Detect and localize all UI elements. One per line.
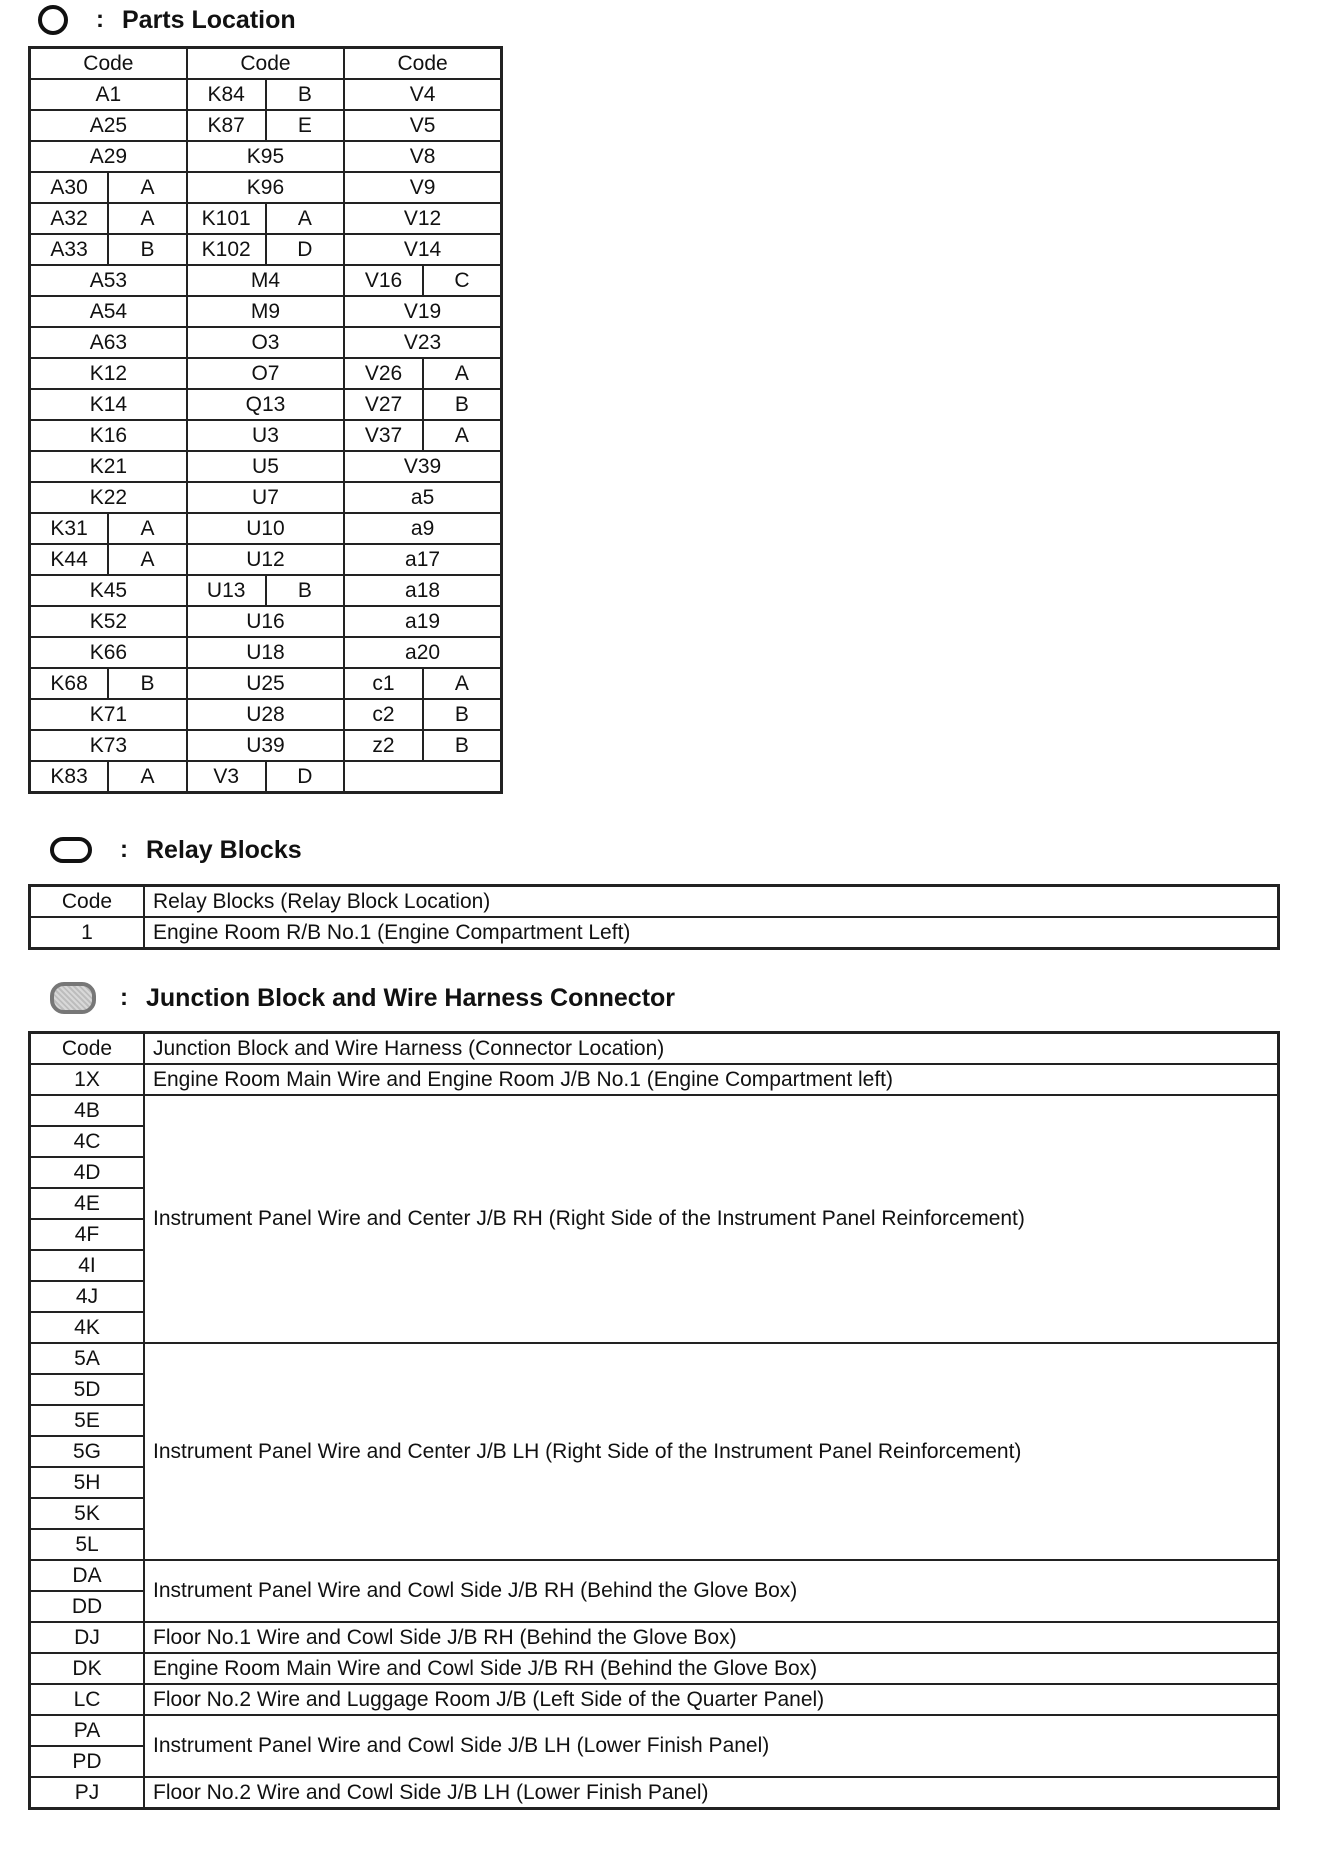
part-code-cell: c2: [344, 699, 423, 730]
table-row: [30, 699, 502, 730]
part-code-cell: K83: [30, 761, 109, 793]
connector-code-cell: 5G: [30, 1436, 145, 1467]
part-code-cell: K21: [30, 451, 187, 482]
table-row: [30, 172, 502, 203]
column-header: Code: [344, 48, 501, 80]
part-code-cell: U3: [187, 420, 344, 451]
part-code-cell: K44: [30, 544, 109, 575]
part-code-cell: a18: [344, 575, 501, 606]
part-code-cell: U7: [187, 482, 344, 513]
table-row: [30, 482, 502, 513]
part-code-cell: V9: [344, 172, 501, 203]
part-code-cell: K66: [30, 637, 187, 668]
heading-colon: :: [96, 6, 104, 33]
table-row: [30, 110, 502, 141]
part-code-cell: V16: [344, 265, 423, 296]
table-row: [30, 606, 502, 637]
part-code-cell: V23: [344, 327, 501, 358]
part-code-cell: U28: [187, 699, 344, 730]
table-row: [30, 1777, 1279, 1809]
table-row: [30, 265, 502, 296]
part-code-cell: K95: [187, 141, 344, 172]
connector-description-cell: Floor No.2 Wire and Luggage Room J/B (Left Side of the Quarter Panel): [144, 1684, 1279, 1715]
connector-description-cell: Instrument Panel Wire and Center J/B RH (Right Side of the Instrument Panel Reinforcement): [144, 1095, 1279, 1343]
part-code-cell: M4: [187, 265, 344, 296]
junction-block-heading: [50, 980, 675, 1016]
part-code-cell: V5: [344, 110, 501, 141]
part-code-cell: [344, 761, 501, 793]
table-row: [30, 1343, 1279, 1374]
part-code-cell: K45: [30, 575, 187, 606]
part-code-cell: V4: [344, 79, 501, 110]
part-code-cell: K71: [30, 699, 187, 730]
connector-code-cell: 4I: [30, 1250, 145, 1281]
part-location-letter-cell: A: [423, 420, 502, 451]
part-code-cell: a17: [344, 544, 501, 575]
part-code-cell: K73: [30, 730, 187, 761]
part-code-cell: a19: [344, 606, 501, 637]
part-code-cell: A30: [30, 172, 109, 203]
connector-code-cell: 1X: [30, 1064, 145, 1095]
part-code-cell: U16: [187, 606, 344, 637]
parts-location-table: [28, 46, 503, 794]
part-code-cell: A29: [30, 141, 187, 172]
part-code-cell: A54: [30, 296, 187, 327]
section-title: Parts Location: [122, 5, 296, 34]
connector-code-cell: 5E: [30, 1405, 145, 1436]
part-code-cell: K22: [30, 482, 187, 513]
part-code-cell: A32: [30, 203, 109, 234]
table-row: [30, 296, 502, 327]
part-location-letter-cell: D: [266, 761, 345, 793]
table-row: [30, 575, 502, 606]
junction-block-table: [28, 1031, 1280, 1810]
connector-code-cell: DA: [30, 1560, 145, 1591]
heading-colon: :: [120, 836, 128, 863]
part-code-cell: V19: [344, 296, 501, 327]
column-header: Junction Block and Wire Harness (Connector Location): [144, 1033, 1279, 1065]
part-location-letter-cell: A: [108, 203, 187, 234]
part-code-cell: a5: [344, 482, 501, 513]
part-location-letter-cell: B: [266, 575, 345, 606]
table-row: [30, 327, 502, 358]
relay-blocks-table: [28, 884, 1280, 950]
part-code-cell: K31: [30, 513, 109, 544]
connector-code-cell: 4J: [30, 1281, 145, 1312]
section-title: Relay Blocks: [146, 835, 302, 864]
part-code-cell: U12: [187, 544, 344, 575]
part-location-letter-cell: A: [108, 513, 187, 544]
table-row: [30, 1715, 1279, 1746]
part-code-cell: c1: [344, 668, 423, 699]
part-code-cell: V12: [344, 203, 501, 234]
connector-code-cell: 4B: [30, 1095, 145, 1126]
parts-location-heading: [30, 2, 296, 38]
part-code-cell: K68: [30, 668, 109, 699]
table-row: [30, 79, 502, 110]
part-location-letter-cell: B: [108, 668, 187, 699]
part-code-cell: V39: [344, 451, 501, 482]
oval-symbol-icon: [50, 837, 92, 863]
part-location-letter-cell: A: [108, 761, 187, 793]
part-location-letter-cell: A: [266, 203, 345, 234]
part-code-cell: V8: [344, 141, 501, 172]
connector-description-cell: Instrument Panel Wire and Center J/B LH (Right Side of the Instrument Panel Reinforcement): [144, 1343, 1279, 1560]
connector-description-cell: Instrument Panel Wire and Cowl Side J/B RH (Behind the Glove Box): [144, 1560, 1279, 1622]
part-code-cell: A33: [30, 234, 109, 265]
table-row: [30, 761, 502, 793]
part-location-letter-cell: B: [108, 234, 187, 265]
connector-code-cell: 4C: [30, 1126, 145, 1157]
part-code-cell: O3: [187, 327, 344, 358]
table-row: [30, 141, 502, 172]
connector-description-cell: Engine Room Main Wire and Cowl Side J/B RH (Behind the Glove Box): [144, 1653, 1279, 1684]
part-code-cell: A53: [30, 265, 187, 296]
table-row: [30, 1095, 1279, 1126]
table-row: [30, 451, 502, 482]
part-code-cell: z2: [344, 730, 423, 761]
table-row: [30, 389, 502, 420]
column-header: Code: [30, 48, 187, 80]
table-row: [30, 1560, 1279, 1591]
table-row: [30, 1622, 1279, 1653]
part-code-cell: K102: [187, 234, 266, 265]
part-location-letter-cell: B: [423, 389, 502, 420]
connector-description-cell: Floor No.2 Wire and Cowl Side J/B LH (Lower Finish Panel): [144, 1777, 1279, 1809]
part-code-cell: A25: [30, 110, 187, 141]
part-code-cell: M9: [187, 296, 344, 327]
part-location-letter-cell: A: [423, 358, 502, 389]
table-row: [30, 637, 502, 668]
connector-code-cell: 5H: [30, 1467, 145, 1498]
part-code-cell: U18: [187, 637, 344, 668]
part-code-cell: a9: [344, 513, 501, 544]
part-code-cell: K101: [187, 203, 266, 234]
connector-code-cell: 5D: [30, 1374, 145, 1405]
connector-code-cell: LC: [30, 1684, 145, 1715]
part-code-cell: K16: [30, 420, 187, 451]
part-location-letter-cell: B: [423, 730, 502, 761]
relay-blocks-heading: [50, 832, 302, 868]
part-code-cell: V37: [344, 420, 423, 451]
part-location-letter-cell: B: [266, 79, 345, 110]
part-code-cell: U25: [187, 668, 344, 699]
connector-code-cell: 4K: [30, 1312, 145, 1343]
connector-code-cell: 4F: [30, 1219, 145, 1250]
part-code-cell: K12: [30, 358, 187, 389]
table-row: [30, 203, 502, 234]
table-row: [30, 668, 502, 699]
part-location-letter-cell: C: [423, 265, 502, 296]
part-code-cell: U5: [187, 451, 344, 482]
connector-code-cell: 5K: [30, 1498, 145, 1529]
column-header: Code: [187, 48, 344, 80]
part-location-letter-cell: B: [423, 699, 502, 730]
part-code-cell: V27: [344, 389, 423, 420]
part-code-cell: V3: [187, 761, 266, 793]
part-code-cell: K96: [187, 172, 344, 203]
part-code-cell: K52: [30, 606, 187, 637]
connector-code-cell: 5A: [30, 1343, 145, 1374]
connector-code-cell: 4D: [30, 1157, 145, 1188]
part-code-cell: K14: [30, 389, 187, 420]
connector-code-cell: 5L: [30, 1529, 145, 1560]
shaded-oval-symbol-icon: [50, 982, 96, 1014]
table-row: [30, 420, 502, 451]
circle-symbol-icon: [38, 5, 68, 35]
connector-description-cell: Floor No.1 Wire and Cowl Side J/B RH (Behind the Glove Box): [144, 1622, 1279, 1653]
part-location-letter-cell: A: [423, 668, 502, 699]
heading-colon: :: [120, 984, 128, 1011]
part-code-cell: A1: [30, 79, 187, 110]
part-code-cell: V26: [344, 358, 423, 389]
connector-description-cell: Engine Room Main Wire and Engine Room J/B No.1 (Engine Compartment left): [144, 1064, 1279, 1095]
table-row: [30, 1064, 1279, 1095]
part-code-cell: V14: [344, 234, 501, 265]
relay-code-cell: 1: [30, 917, 145, 949]
table-row: [30, 544, 502, 575]
part-code-cell: A63: [30, 327, 187, 358]
table-row: [30, 730, 502, 761]
connector-code-cell: PJ: [30, 1777, 145, 1809]
part-code-cell: a20: [344, 637, 501, 668]
part-code-cell: K87: [187, 110, 266, 141]
part-code-cell: U39: [187, 730, 344, 761]
connector-code-cell: PD: [30, 1746, 145, 1777]
table-row: [30, 513, 502, 544]
connector-code-cell: DD: [30, 1591, 145, 1622]
table-row: [30, 234, 502, 265]
part-code-cell: U13: [187, 575, 266, 606]
table-row: [30, 358, 502, 389]
table-row: [30, 917, 1279, 949]
part-code-cell: U10: [187, 513, 344, 544]
connector-code-cell: PA: [30, 1715, 145, 1746]
table-row: [30, 1684, 1279, 1715]
part-code-cell: Q13: [187, 389, 344, 420]
part-location-letter-cell: A: [108, 172, 187, 203]
table-row: [30, 1653, 1279, 1684]
column-header: Code: [30, 1033, 145, 1065]
column-header: Code: [30, 886, 145, 918]
connector-code-cell: 4E: [30, 1188, 145, 1219]
part-location-letter-cell: A: [108, 544, 187, 575]
part-code-cell: O7: [187, 358, 344, 389]
section-title: Junction Block and Wire Harness Connector: [146, 983, 676, 1012]
connector-code-cell: DK: [30, 1653, 145, 1684]
part-code-cell: K84: [187, 79, 266, 110]
column-header: Relay Blocks (Relay Block Location): [144, 886, 1279, 918]
relay-description-cell: Engine Room R/B No.1 (Engine Compartment Left): [144, 917, 1279, 949]
connector-code-cell: DJ: [30, 1622, 145, 1653]
connector-description-cell: Instrument Panel Wire and Cowl Side J/B LH (Lower Finish Panel): [144, 1715, 1279, 1777]
part-location-letter-cell: D: [266, 234, 345, 265]
part-location-letter-cell: E: [266, 110, 345, 141]
